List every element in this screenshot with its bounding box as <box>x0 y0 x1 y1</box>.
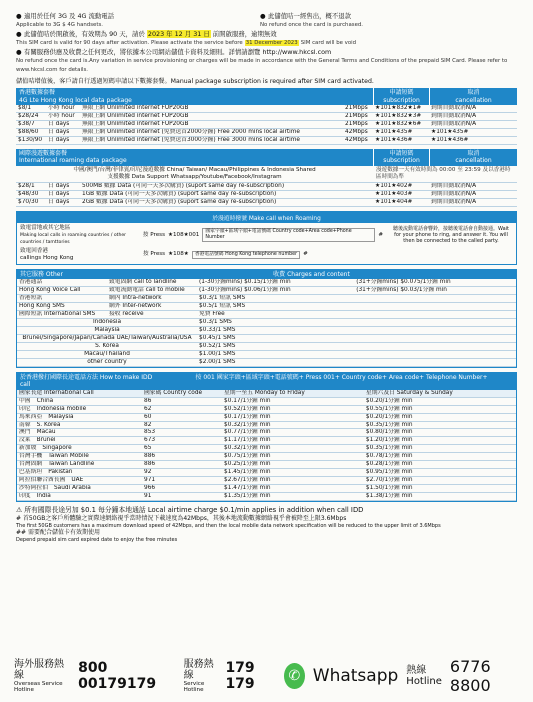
subscription-note: 儲值咭增值後，客戶請自行透過短碼申請以下數據套餐。Manual package subscription is required after SIM card activated. <box>16 78 374 86</box>
idd-section <box>16 372 517 502</box>
footnotes: ⚠ 所有國際長途另加 $0.1 每分鐘本地通話 Local airtime charge $0.1/min applies in addition when call IDD # 首50GB之客戶所體驗之實際速網絡視乎當時情況下載速度為42Mbps，其後本地流動數據網絡視乎會被降至上限3.6Mbps The first 50GB customers has a maximum download speed of 42Mbps, and then the local mobile data network specification will be reduced to the upper limit of 3.6Mbps ## 需要配合儲值卡有效期使用 Depend prepaid sim card expired date to enjoy the free minutes <box>16 506 441 543</box>
roam-code-local: ★108★001 <box>167 231 200 238</box>
roam-instructions: 聽後流動電話會響鈴，接聽後電話會自動接通。Wait for your phone to ring, and answer it. You will then be connected to the called party. <box>392 225 510 245</box>
table-row: other country $2.00/1 SMS <box>17 358 516 366</box>
table-row: 台灣固網 Taiwan Landline 886 $0.25/1分鐘 min $0.28/1分鐘 min <box>17 461 516 469</box>
table-row: 阿拉伯聯合酋長國 UAE 971 $2.67/1分鐘 min $2.70/1分鐘 min <box>17 477 516 485</box>
other-table <box>17 279 516 319</box>
local-data-section: 香港數據套餐 4G Lte Hong Kong local data package 申請短碼 subscription 取消 cancellation $8/1 小時 hour 無限上網 Unlimited internet FUP20GB 21Mbps ★101★832★1# 到期自動取消N/A $28/24 小時 hour 無限上網 Unlimited internet FUP20GB 21Mbps ★101★832★3# 到期自動取消N/A $38/7 日 days 無限上網 Unlimited internet FUP20GB 21Mbps ★101★832★6# 到期自動取消N/A $88/60 日 days 無限上網 Unlimited internet (免費送首2000分鐘) Free 2000 mins local airtime 42Mbps ★101★435# ★101★435# $130/90 日 days 無限上網 Unlimited internet (免費送首3000分鐘) Free 3000 mins local airtime 42Mbps ★101★436# ★101★436# <box>16 88 517 145</box>
table-row: 印尼 Indonesia mobile 62 $0.52/1分鐘 min $0.55/1分鐘 min <box>17 405 516 413</box>
table-row: S. Korea $0.52/1 SMS <box>17 342 516 350</box>
table-row: 中國 China 86 $0.17/1分鐘 min $0.20/1分鐘 min <box>17 397 516 405</box>
whatsapp-hotline: 6776 8800 <box>449 657 491 695</box>
intl-title: International roaming data package <box>19 157 127 165</box>
intl-sms-table <box>17 319 516 367</box>
local-title: 4G Lte Hong Kong local data package <box>19 96 132 104</box>
table-row: Macau/Thailand $1.00/1 SMS <box>17 350 516 358</box>
table-row: $8/1 小時 hour 無限上網 Unlimited internet FUP20GB 21Mbps ★101★832★1# 到期自動取消N/A <box>16 105 517 112</box>
table-row: Hong Kong Voice Call 致電流動電話 call to mobile (1-30分鐘mins) $0.06/1分鐘 min (31+分鐘mins) $0.03/1分鐘 min <box>17 287 516 295</box>
table-row: Malaysia $0.33/1 SMS <box>17 326 516 334</box>
other-services-section: 其它服務 Other 收費 Charges and content 香港通話 致電固網 call to landline (1-30分鐘mins) $0.15/1分鐘 min (31+分鐘mins) $0.075/1分鐘 min Hong Kong Voice Call 致電流動電話 call to mobile (1-30分鐘mins) $0.06/1分鐘 min (31+分鐘mins) $0.03/1分鐘 min 香港短訊 網內 Intra-network $0.3/1 短訊 SMS Hong Kong SMS 網外 Inter-network $0.5/1 短訊 SMS 國際短訊 International SMS 接收 receive 免費 Free Indonesia $0.3/1 SMS Malaysia $0.33/1 SMS Brunei/Singapore/Japan/Canada UAE/Taiwan/Australia/USA $0.45/1 SMS S. Korea $0.52/1 SMS Macau/Thailand $1.00/1 SMS other country $2.00/1 SMS <box>16 269 517 368</box>
table-row: $28/24 小時 hour 無限上網 Unlimited internet FUP20GB 21Mbps ★101★832★3# 到期自動取消N/A <box>16 113 517 121</box>
intro-refund: 此儲值咭一經售出，概不退款 <box>268 12 352 20</box>
intro: ● 適用於任何 3G 及 4G 流動電話 Applicable to 3G $ 4G handsets. ● 此儲值咭一經售出，概不退款 No refund once the card is purchased. ● 此儲值咭於開啟後，有效期為 90 天，請於 2023 年 12 月 31 日 前開啟服務，逾期無效 This SIM card is valid for 90 days after activation. Please activate the service before 31 December 2023 SIM card will be void ● 有關服務供應及收費之任何更改，將依據本公司網站儲值卡資料及細則。詳情請瀏覽 http://www.hkcsl.com No refund once the card is.Any variation in service provisioning or charges will be made in accordance with the General Terms and Conditions of the prepaid SIM Card. Please refer to www.hkcsl.com for details. <box>16 12 508 74</box>
table-row: $88/60 日 days 無限上網 Unlimited internet (免費送首2000分鐘) Free 2000 mins local airtime 42Mbps ★101★435# ★101★435# <box>16 129 517 137</box>
idd-title: 於香港撥打國際長途電話方法 How to make IDD call <box>20 373 153 389</box>
table-row: $38/7 日 days 無限上網 Unlimited internet FUP20GB 21Mbps ★101★832★6# 到期自動取消N/A <box>16 121 517 129</box>
table-row: Hong Kong SMS 網外 Inter-network $0.5/1 短訊 SMS <box>17 303 516 311</box>
intl-cutoff: 漫遊數據一天有效時間為 00:00 至 23:59 及以香港時區時間為準 <box>376 166 511 180</box>
intl-table <box>16 183 517 207</box>
other-title: 其它服務 Other <box>20 270 63 278</box>
table-row: $130/90 日 days 無限上網 Unlimited internet (免費送首3000分鐘) Free 3000 mins local airtime 42Mbps ★101★436# ★101★436# <box>16 137 517 145</box>
intro-expiry-date: 2023 年 12 月 31 日 <box>147 30 210 39</box>
table-row: $70/30 日 days 2GB 數據 Data (可同一天多次購買) (suport same day re-subscription) ★101★404# 到期自動取消N/A <box>16 198 517 206</box>
table-row: 新加坡 Singapore 65 $0.32/1分鐘 min $0.35/1分鐘 min <box>17 445 516 453</box>
roam-code-hk: ★108★ <box>168 251 189 258</box>
overseas-hotline: 800 00179179 <box>78 660 157 692</box>
table-row: 香港短訊 網內 Intra-network $0.3/1 短訊 SMS <box>17 295 516 303</box>
intl-data-section: 國際漫遊數據套餐 International roaming data package 申請短碼 subscription 取消 cancellation 中國/澳門/台灣/菲律賓/印尼漫遊數據 China/ Taiwan/ Macau/Philippines & Indonesia Shared 支援數據 Data Support Whatsapp/Youtube/Facebook/Instagram 漫遊數據一天有效時間為 00:00 至 23:59 及以香港時區時間為準 $28/1 日 days 500MB 數據 Data (可同一天多次購買) (suport same day re-subscription) ★101★402# 到期自動取消N/A $48/30 日 days 1GB 數據 Data (可同一天多次購買) (suport same day re-subscription) ★101★403# 到期自動取消N/A $70/30 日 days 2GB 數據 Data (可同一天多次購買) (suport same day re-subscription) ★101★404# 到期自動取消N/A <box>16 149 517 207</box>
table-row: Indonesia $0.3/1 SMS <box>17 319 516 326</box>
table-row: 台灣手機 Taiwan Mobile 886 $0.75/1分鐘 min $0.78/1分鐘 min <box>17 453 516 461</box>
local-table <box>16 105 517 145</box>
idd-table: 國家長途 International Call 國家碼 Country code 星期一至五 Monday to Friday 星期六及日 Saturday & Sunday 中國 China 86 $0.17/1分鐘 min $0.20/1分鐘 min 印尼 Indonesia mobile 62 $0.52/1分鐘 min $0.55/1分鐘 min 馬來西亞 Malaysia 60 $0.17/1分鐘 min $0.20/1分鐘 min 南韓 S. Korea 82 $0.32/1分鐘 min $0.35/1分鐘 min 澳門 Macau 853 $0.77/1分鐘 min $0.80/1分鐘 min 汶萊 Brunei 673 $1.17/1分鐘 min $1.20/1分鐘 min 新加坡 Singapore 65 $0.32/1分鐘 min $0.35/1分鐘 min 台灣手機 Taiwan Mobile 886 $0.75/1分鐘 min $0.78/1分鐘 min 台灣固網 Taiwan Landline 886 $0.25/1分鐘 min $0.28/1分鐘 min 巴基斯坦 Pakistan 92 $1.45/1分鐘 min $0.95/1分鐘 min 阿拉伯聯合酋長國 UAE 971 $2.67/1分鐘 min $2.70/1分鐘 min 沙特阿拉伯 Saudi Arabia 966 $1.47/1分鐘 min $1.50/1分鐘 min 印度 India 91 $1.35/1分鐘 min $1.38/1分鐘 min <box>17 390 516 501</box>
intro-validity: 此儲值咭於開啟後，有效期為 90 天，請於 <box>24 30 145 39</box>
table-row: 南韓 S. Korea 82 $0.32/1分鐘 min $0.35/1分鐘 min <box>17 421 516 429</box>
table-row: 香港通話 致電固網 call to landline (1-30分鐘mins) $0.15/1分鐘 min (31+分鐘mins) $0.075/1分鐘 min <box>17 279 516 286</box>
table-row: Brunei/Singapore/Japan/Canada UAE/Taiwan/Australia/USA $0.45/1 SMS <box>17 334 516 342</box>
intro-handset: 適用於任何 3G 及 4G 流動電話 <box>24 12 115 20</box>
table-row: 國際短訊 International SMS 接收 receive 免費 Free <box>17 311 516 319</box>
table-row: $48/30 日 days 1GB 數據 Data (可同一天多次購買) (suport same day re-subscription) ★101★403# 到期自動取消N/A <box>16 190 517 198</box>
roaming-dial-section: 於漫遊時撥號 Make call when Roaming 致電當地或其它地區 Making local calls in roaming countries / other countries / tamttories 按 Press ★108★001 國家字頭+區域字頭+電話號碼 Country code+Area code+Phone Number # 致電回香港 callings Hong Kong 按 Press ★108★ 香港電話號碼 Hong Kong telephone number # 聽後流動電話會響鈴，接聽後電話會自動接通。Wait for your phone to ring, and answer it. You will then be connected to the called party. <box>16 211 517 265</box>
table-row: 馬來西亞 Malaysia 60 $0.17/1分鐘 min $0.20/1分鐘 min <box>17 413 516 421</box>
hotline-footer: 海外服務熱線 Overseas Service Hotline 800 00179179 服務熱線 Service Hotline 179 179 ✆ Whatsapp 熱線 Hotline 6776 8800 <box>0 650 533 702</box>
roaming-title: 於漫遊時撥號 Make call when Roaming <box>17 212 516 223</box>
service-hotline: 179 179 <box>225 660 255 692</box>
table-row: 印度 India 91 $1.35/1分鐘 min $1.38/1分鐘 min <box>17 493 516 501</box>
intro-terms: 有關服務供應及收費之任何更改，將依據本公司網站儲值卡資料及細則。詳情請瀏覽 http://www.hkcsl.com <box>24 48 332 57</box>
idd-press: 按 001 國家字頭+區域字頭+電話號碼+ Press 001+ Country code+ Area code+ Telephone Number+ <box>195 373 488 381</box>
table-row: 澳門 Macau 853 $0.77/1分鐘 min $0.80/1分鐘 min <box>17 429 516 437</box>
table-row: 巴基斯坦 Pakistan 92 $1.45/1分鐘 min $0.95/1分鐘 min <box>17 469 516 477</box>
table-row: 汶萊 Brunei 673 $1.17/1分鐘 min $1.20/1分鐘 min <box>17 437 516 445</box>
whatsapp-icon: ✆ <box>284 663 305 689</box>
table-row: $28/1 日 days 500MB 數據 Data (可同一天多次購買) (suport same day re-subscription) ★101★402# 到期自動取消N/A <box>16 183 517 190</box>
intl-region: 中國/澳門/台灣/菲律賓/印尼漫遊數據 China/ Taiwan/ Macau/Philippines & Indonesia Shared <box>73 166 316 173</box>
table-row: 沙特阿拉伯 Saudi Arabia 966 $1.47/1分鐘 min $1.50/1分鐘 min <box>17 485 516 493</box>
